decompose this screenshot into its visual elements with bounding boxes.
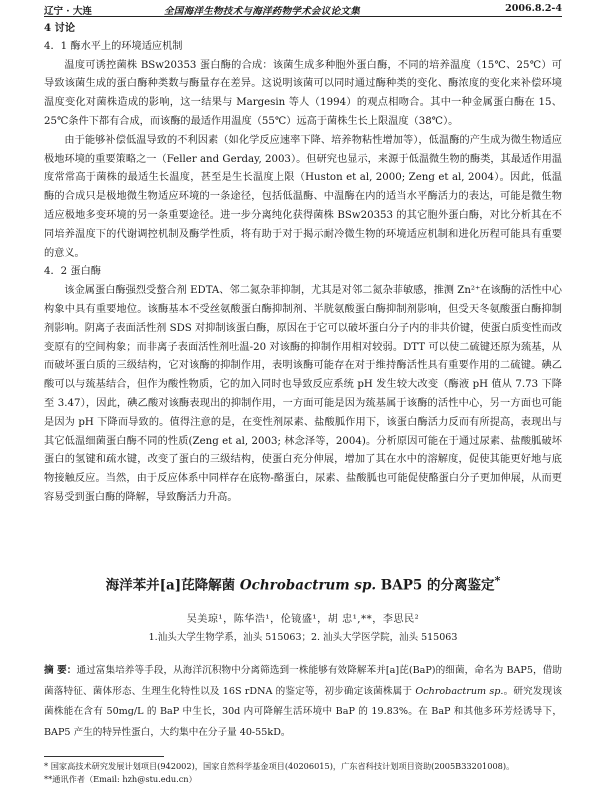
header-rule [44, 16, 562, 17]
abstract-label: 摘 要： [44, 665, 77, 676]
paragraph: 该金属蛋白酶强烈受螯合剂 EDTA、邻二氮杂菲抑制，尤其是对邻二氮杂菲敏感，推测 Zn²⁺在该酶的活性中心构象中具有重要地位。该酶基本不受丝氨酸蛋白酶抑制剂、半胱氨酸蛋白酶抑制剂影响，但受天冬氨酸蛋白酶抑制剂影响。阴离子表面活性剂 SDS 对抑制该蛋白酶，原因在于它可以破坏蛋白分子内的非共价键，使蛋白质变性而改变原有的空间构象；而非离子表面活性剂吐温-20 对该酶的抑制作用相对较弱。DTT 可以使二硫键还原为巯基，从而破坏蛋白质的三级结构，它对该酶的抑制作用，表明该酶可能存在对于维持酶活性具有重要作用的二硫键。碘乙酸可以与巯基结合，但作为酸性物质，它的加入同时也导致反应系统 pH 发生较大改变（酶液 pH 值从 7.73 下降至 3.47），因此，碘乙酸对该酶表现出的抑制作用，一方面可能是因为巯基属于该酶的活性中心，另一方面也可能是因为 pH 下降而导致的。值得注意的是，在变性剂尿素、盐酸胍作用下，该蛋白酶活力反而有所提高，表现出与其它低温细菌蛋白酶不同的性质(Zeng et al, 2003; 林念泽等，2004)。分析原因可能在于通过尿素、盐酸胍破坏蛋白的氢键和疏水键，改变了蛋白的三级结构，使蛋白充分伸展，增加了其在水中的溶解度，促使其能更好地与底物接触反应。当然，由于反应体系中同样存在底物-酪蛋白，尿素、盐酸胍也可能促使酪蛋白分子更加伸展，从而更容易受到蛋白酶的降解，导致酶活力升高。 [44, 285, 562, 503]
article-title [44, 573, 562, 594]
title-part: BAP5 的分离鉴定 [376, 577, 495, 594]
title-latin-name: Ochrobactrum sp. [239, 577, 377, 594]
discussion-section [44, 19, 562, 508]
funding-footnote: * 国家高技术研究发展计划项目(942002)，国家自然科学基金项目(40206015)，广东省科技计划项目资助(2005B33201008)。 [44, 761, 515, 771]
footnote-rule [44, 756, 164, 757]
title-part: 海洋苯并[a]芘降解菌 [105, 577, 240, 594]
abstract-latin-name: Ochrobactrum sp. [415, 685, 504, 697]
corresponding-author-footnote [44, 773, 562, 786]
header-location: 辽宁 · 大连 [44, 6, 92, 17]
paragraph: 温度可诱控菌株 BSw20353 蛋白酶的合成：该菌生成多种胞外蛋白酶，不同的培养温度（15℃、25℃）可导致该菌生成的蛋白酶种类数与酶量存在差异。这说明该菌可以同时通过酶种类的变化、酶浓度的变化来补偿环境温度变化对菌株造成的影响，这一结果与 Margesin 等人（1994）的观点相吻合。其中一种金属蛋白酶在 15、25℃条件下都有合成，而该酶的最适作用温度（55℃）远高于菌株生长上限温度（38℃）。 [44, 59, 562, 127]
author-list: 吴美琼¹，陈华浩¹，伦镜盛¹，胡 忠¹,**，李思民² [186, 614, 420, 625]
header-proceedings-title: 全国海洋生物技术与海洋药物学术会议论文集 [164, 6, 361, 17]
subsection-heading-4-2: 4．2 蛋白酶 [44, 266, 101, 278]
abstract-text: 通过富集培养等手段，从海洋沉积物中分离筛选到一株能够有效降解苯并[a]芘(BaP)的细菌，命名为 BAP5，借助菌落特征、菌体形态、生理生化特性以及 16S rDNA 的鉴定等，初步确定该菌株属于 [44, 665, 562, 697]
paragraph: 由于能够补偿低温导致的不利因素（如化学反应速率下降、培养物粘性增加等），低温酶的产生成为微生物适应极地环境的重要策略之一（Feller and Gerday, 2003）。但研究也显示，来源于低温微生物的酶类，其最适作用温度常常高于菌株的最适生长温度，甚至是生长温度上限（Huston et al, 2000; Zeng et al, 2004）。因此，低温酶的合成只是极地微生物适应环境的一条途径，包括低温酶、中温酶在内的适当水平酶活力的表达，可能是微生物适应极地多变环境的另一条重要途径。进一步分离纯化获得菌株 BSw20353 的其它胞外蛋白酶，对比分析其在不同培养温度下的代谢调控机制及酶学性质，将有助于对于揭示耐冷微生物的环境适应机制和进化历程可能具有重要的意义。 [44, 134, 562, 259]
running-header [44, 3, 562, 17]
footnote-mark: ** [44, 774, 53, 784]
abstract-text: 。研究发现该菌株能在含有 50mg/L 的 BaP 中生长，30d 内可降解生活环境中 BaP 的 19.83%。在 BaP 和其他多环芳烃诱导下，BAP5 产生的特异性蛋白，大约集中在分子量 40-55kD。 [44, 685, 563, 738]
section-heading: 4 讨论 [44, 22, 76, 34]
footnotes [44, 760, 562, 786]
affiliations: 1.汕头大学生物学系，汕头 515063；2. 汕头大学医学院，汕头 515063 [148, 632, 458, 643]
header-date: 2006.8.2-4 [505, 3, 562, 14]
paper-page [44, 0, 562, 796]
subsection-heading-4-1: 4．1 酶水平上的环境适应机制 [44, 40, 183, 52]
title-footnote-mark: * [494, 573, 501, 587]
footnote-text: 通讯作者（Email: hzh@stu.edu.cn） [52, 774, 197, 784]
abstract [44, 661, 562, 743]
